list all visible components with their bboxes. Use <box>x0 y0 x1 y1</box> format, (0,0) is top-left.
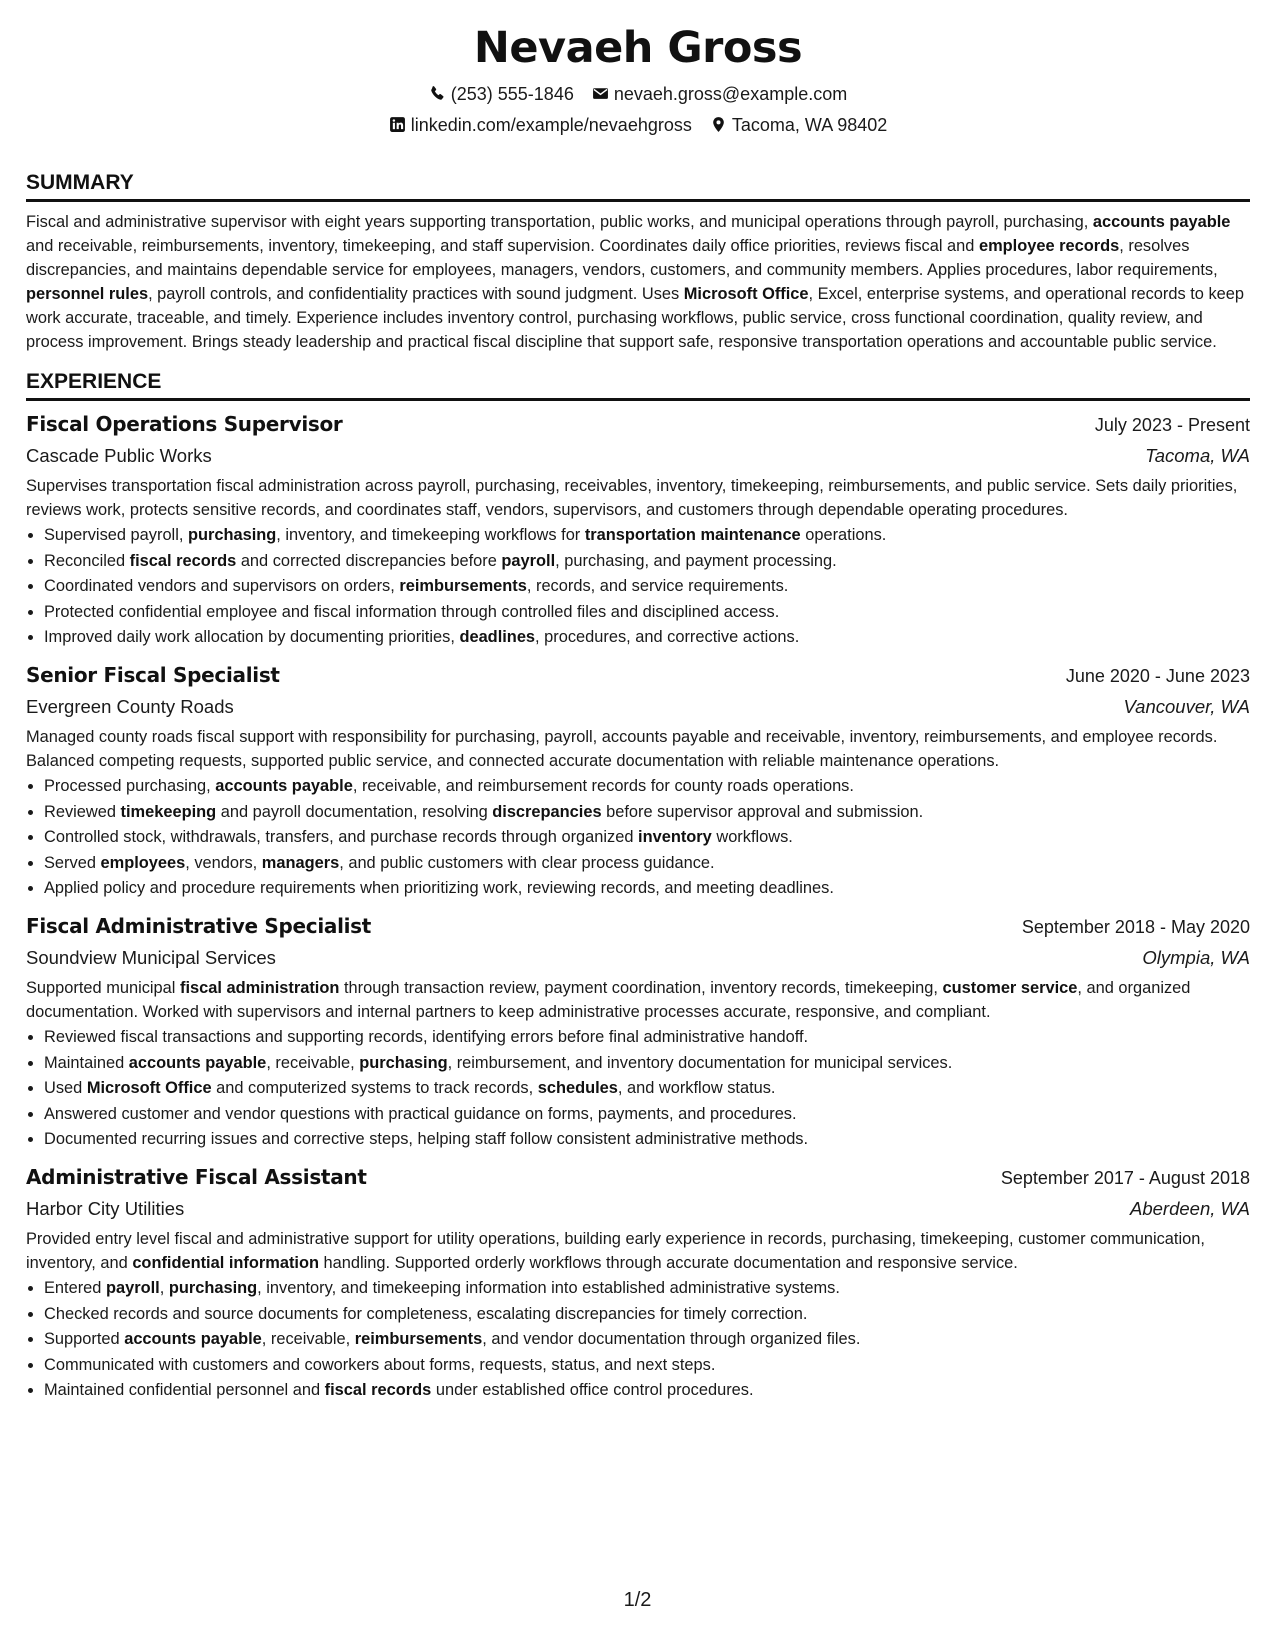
email-contact[interactable] <box>592 78 847 109</box>
job-entry <box>26 409 1250 651</box>
bold-keyword: deadlines <box>459 628 536 647</box>
text-run: , records, and service requirements. <box>526 577 789 596</box>
text-run: Reconciled <box>44 551 130 570</box>
summary-text <box>26 210 1250 354</box>
bold-keyword: purchasing <box>168 1278 258 1297</box>
job-description <box>26 474 1250 522</box>
bold-keyword: purchasing <box>187 526 277 544</box>
linkedin-text: linkedin.com/example/nevaehgross <box>410 114 692 135</box>
text-run: Maintained <box>44 1053 129 1072</box>
bold-keyword: purchasing <box>359 1053 448 1072</box>
text-run: Fiscal and administrative supervisor with eight years supporting transportation, public works, and municipal operations through payroll, purchasing, <box>26 213 1093 231</box>
bold-keyword: reimbursements <box>354 1330 483 1349</box>
bold-keyword: timekeeping <box>120 802 217 821</box>
text-run: , and vendor documentation through organized files. <box>482 1330 861 1349</box>
job-company: Harbor City Utilities <box>26 1197 185 1219</box>
job-description <box>26 725 1250 773</box>
job-dates: July 2023 - Present <box>1094 415 1250 435</box>
page-indicator: 1/2 <box>623 1589 652 1611</box>
email-text: nevaeh.gross@example.com <box>613 83 848 104</box>
job-location: Olympia, WA <box>1142 946 1250 968</box>
job-description <box>26 976 1250 1024</box>
job-subheader <box>26 440 1250 471</box>
bold-keyword: Microsoft Office <box>86 1079 212 1098</box>
bullet-item <box>44 523 1250 549</box>
text-run: handling. Supported orderly workflows through accurate documentation and responsive service. <box>318 1253 1018 1272</box>
bullet-item <box>44 1076 1250 1102</box>
text-run: Supported <box>44 1330 125 1349</box>
job-company: Soundview Municipal Services <box>26 946 276 968</box>
bold-keyword: accounts payable <box>124 1330 262 1349</box>
bullet-item <box>44 1327 1250 1353</box>
job-header <box>26 660 1250 691</box>
envelope-icon <box>592 85 609 102</box>
bullet-item <box>44 1127 1250 1153</box>
bullet-item <box>44 1302 1250 1328</box>
text-run: Reviewed fiscal transactions and supporting records, identifying errors before final administrative handoff. <box>44 1027 809 1046</box>
job-bullets <box>26 774 1250 902</box>
job-dates: September 2018 - May 2020 <box>1021 916 1250 937</box>
text-run: and payroll documentation, resolving <box>216 802 493 821</box>
job-bullets <box>26 1276 1250 1404</box>
job-location: Aberdeen, WA <box>1130 1197 1250 1219</box>
text-run: Supervised payroll, <box>44 526 188 544</box>
text-run: Communicated with customers and coworkers about forms, requests, status, and next steps. <box>44 1355 716 1374</box>
bold-keyword: confidential information <box>132 1253 319 1272</box>
bold-keyword: Microsoft Office <box>683 285 809 303</box>
job-subheader <box>26 1193 1250 1224</box>
job-title: Fiscal Administrative Specialist <box>26 913 372 938</box>
job-entry <box>26 1162 1250 1404</box>
bullet-item <box>44 1353 1250 1379</box>
text-run: , inventory, and timekeeping workflows for <box>276 526 585 544</box>
bold-keyword: fiscal administration <box>179 978 340 997</box>
text-run: Documented recurring issues and corrective steps, helping staff follow consistent administrative methods. <box>44 1130 809 1149</box>
location-text: Tacoma, WA 98402 <box>731 114 888 135</box>
bold-keyword: accounts payable <box>1092 213 1231 231</box>
candidate-name: Nevaeh Gross <box>473 23 803 73</box>
text-run: Checked records and source documents for completeness, escalating discrepancies for timely correction. <box>44 1304 808 1323</box>
bullet-item <box>44 1051 1250 1077</box>
job-company: Evergreen County Roads <box>26 695 234 717</box>
job-company: Cascade Public Works <box>26 445 212 466</box>
bold-keyword: payroll <box>105 1278 160 1297</box>
bullet-item <box>44 825 1250 851</box>
experience-heading: EXPERIENCE <box>26 369 1250 401</box>
text-run: , resolves discrepancies, and maintains dependable service for employees, managers, vendors, customers, and community members. Applies procedures, labor requirements, <box>26 237 1218 279</box>
bold-keyword: managers <box>261 853 340 872</box>
text-run: under established office control procedures. <box>431 1381 754 1400</box>
bullet-item <box>44 876 1250 902</box>
linkedin-contact[interactable] <box>389 109 692 140</box>
text-run: , and workflow status. <box>617 1079 776 1098</box>
bold-keyword: reimbursements <box>399 577 527 596</box>
text-run: Supervises transportation fiscal administration across payroll, purchasing, receivables, inventory, timekeeping, reimbursements, and public service. Sets daily priorities, reviews work, protects sensitive records, and coordinates staff, vendors, supervisors, and customers through dependable operating procedures. <box>26 477 1238 519</box>
phone-text: (253) 555-1846 <box>450 83 574 104</box>
text-run: Improved daily work allocation by documenting priorities, <box>44 628 460 647</box>
text-run: , receivable, <box>261 1330 355 1349</box>
text-run: Maintained confidential personnel and <box>44 1381 325 1400</box>
text-run: Served <box>44 853 101 872</box>
text-run: Supported municipal <box>26 978 180 997</box>
text-run: Reviewed <box>44 802 121 821</box>
text-run: Answered customer and vendor questions with practical guidance on forms, payments, and procedures. <box>44 1104 797 1123</box>
text-run: Entered <box>44 1278 106 1297</box>
bold-keyword: schedules <box>537 1079 618 1098</box>
text-run: , Excel, enterprise systems, and operational records to keep work accurate, traceable, and timely. Experience includes inventory control, purchasing workflows, public service, cross functional coordination, quality review, and process improvement. Brings steady leadership and practical fiscal discipline that support safe, responsive transportation operations and accountable public service. <box>26 285 1245 351</box>
job-header <box>26 911 1250 942</box>
job-title: Administrative Fiscal Assistant <box>26 1164 367 1189</box>
text-run: Coordinated vendors and supervisors on orders, <box>44 577 400 596</box>
linkedin-icon <box>389 116 406 133</box>
text-run: Applied policy and procedure requirements when prioritizing work, reviewing records, and meeting deadlines. <box>44 879 834 898</box>
text-run: Managed county roads fiscal support with responsibility for purchasing, payroll, accounts payable and receivable, inventory, reimbursements, and employee records. Balanced competing requests, supported public service, and connected accurate documentation with reliable maintenance operations. <box>26 727 1218 770</box>
job-location: Tacoma, WA <box>1145 445 1250 466</box>
text-run: operations. <box>800 526 887 544</box>
job-title: Senior Fiscal Specialist <box>26 662 280 687</box>
job-bullets <box>26 1025 1250 1153</box>
text-run: and receivable, reimbursements, inventory, timekeeping, and staff supervision. Coordinates daily office priorities, reviews fiscal and <box>26 237 979 255</box>
job-header <box>26 1162 1250 1193</box>
job-title: Fiscal Operations Supervisor <box>26 412 343 436</box>
bold-keyword: personnel rules <box>26 285 149 303</box>
job-location: Vancouver, WA <box>1123 695 1250 717</box>
text-run: , procedures, and corrective actions. <box>535 628 800 647</box>
job-dates: September 2017 - August 2018 <box>1000 1167 1250 1188</box>
bullet-item <box>44 800 1250 826</box>
bullet-item <box>44 1102 1250 1128</box>
phone-icon <box>429 85 446 102</box>
text-run: , and public customers with clear process guidance. <box>339 853 715 872</box>
contact-row-secondary <box>26 109 1250 140</box>
text-run: , receivable, and reimbursement records for county roads operations. <box>352 776 854 795</box>
bold-keyword: customer service <box>942 978 1078 997</box>
bold-keyword: accounts payable <box>128 1053 267 1072</box>
text-run: Provided entry level fiscal and administrative support for utility operations, building early experience in records, purchasing, timekeeping, customer communication, inventory, and <box>26 1229 1205 1272</box>
text-run: Controlled stock, withdrawals, transfers, and purchase records through organized <box>44 828 639 847</box>
text-run: and corrected discrepancies before <box>236 551 502 570</box>
text-run: Protected confidential employee and fiscal information through controlled files and disciplined access. <box>44 602 780 621</box>
job-bullets <box>26 523 1250 651</box>
bullet-item <box>44 1025 1250 1051</box>
bold-keyword: accounts payable <box>215 776 353 795</box>
resume-page <box>26 18 1250 1413</box>
job-header <box>26 409 1250 440</box>
text-run: through transaction review, payment coordination, inventory records, timekeeping, <box>339 978 943 997</box>
bold-keyword: payroll <box>501 551 556 570</box>
text-run: and computerized systems to track records, <box>211 1079 538 1098</box>
contact-row-primary <box>26 78 1250 109</box>
text-run: , vendors, <box>185 853 262 872</box>
job-description <box>26 1227 1250 1275</box>
bullet-item <box>44 574 1250 600</box>
map-marker-icon <box>710 116 727 133</box>
bullet-item <box>44 1378 1250 1404</box>
text-run: Processed purchasing, <box>44 776 216 795</box>
bold-keyword: transportation maintenance <box>584 526 801 544</box>
job-entry <box>26 911 1250 1153</box>
bullet-item <box>44 1276 1250 1302</box>
bullet-item <box>44 851 1250 877</box>
bullet-item <box>44 549 1250 575</box>
job-dates: June 2020 - June 2023 <box>1065 665 1250 686</box>
phone-contact <box>429 78 574 109</box>
text-run: , inventory, and timekeeping information into established administrative systems. <box>257 1278 840 1297</box>
bold-keyword: inventory <box>638 828 712 847</box>
bold-keyword: fiscal records <box>324 1381 432 1400</box>
bullet-item <box>44 600 1250 626</box>
text-run: , and organized documentation. Worked with supervisors and internal partners to keep administrative processes accurate, responsive, and compliant. <box>26 978 1191 1021</box>
text-run: workflows. <box>711 828 793 847</box>
text-run: , reimbursement, and inventory documentation for municipal services. <box>447 1053 953 1072</box>
text-run: before supervisor approval and submission. <box>601 802 924 821</box>
text-run: , purchasing, and payment processing. <box>555 551 837 570</box>
job-subheader <box>26 942 1250 973</box>
bold-keyword: employees <box>100 853 186 872</box>
job-entry <box>26 660 1250 902</box>
bullet-item <box>44 625 1250 651</box>
location-contact <box>710 109 887 140</box>
text-run: Used <box>44 1079 87 1098</box>
job-subheader <box>26 691 1250 722</box>
bold-keyword: fiscal records <box>129 551 237 570</box>
text-run: , <box>159 1278 169 1297</box>
experience-section <box>26 369 1250 1404</box>
bold-keyword: discrepancies <box>492 802 602 821</box>
text-run: , receivable, <box>266 1053 360 1072</box>
bold-keyword: employee records <box>978 237 1120 255</box>
summary-heading: SUMMARY <box>26 170 1250 202</box>
bullet-item <box>44 774 1250 800</box>
text-run: , payroll controls, and confidentiality practices with sound judgment. Uses <box>148 285 684 303</box>
summary-section <box>26 170 1250 354</box>
